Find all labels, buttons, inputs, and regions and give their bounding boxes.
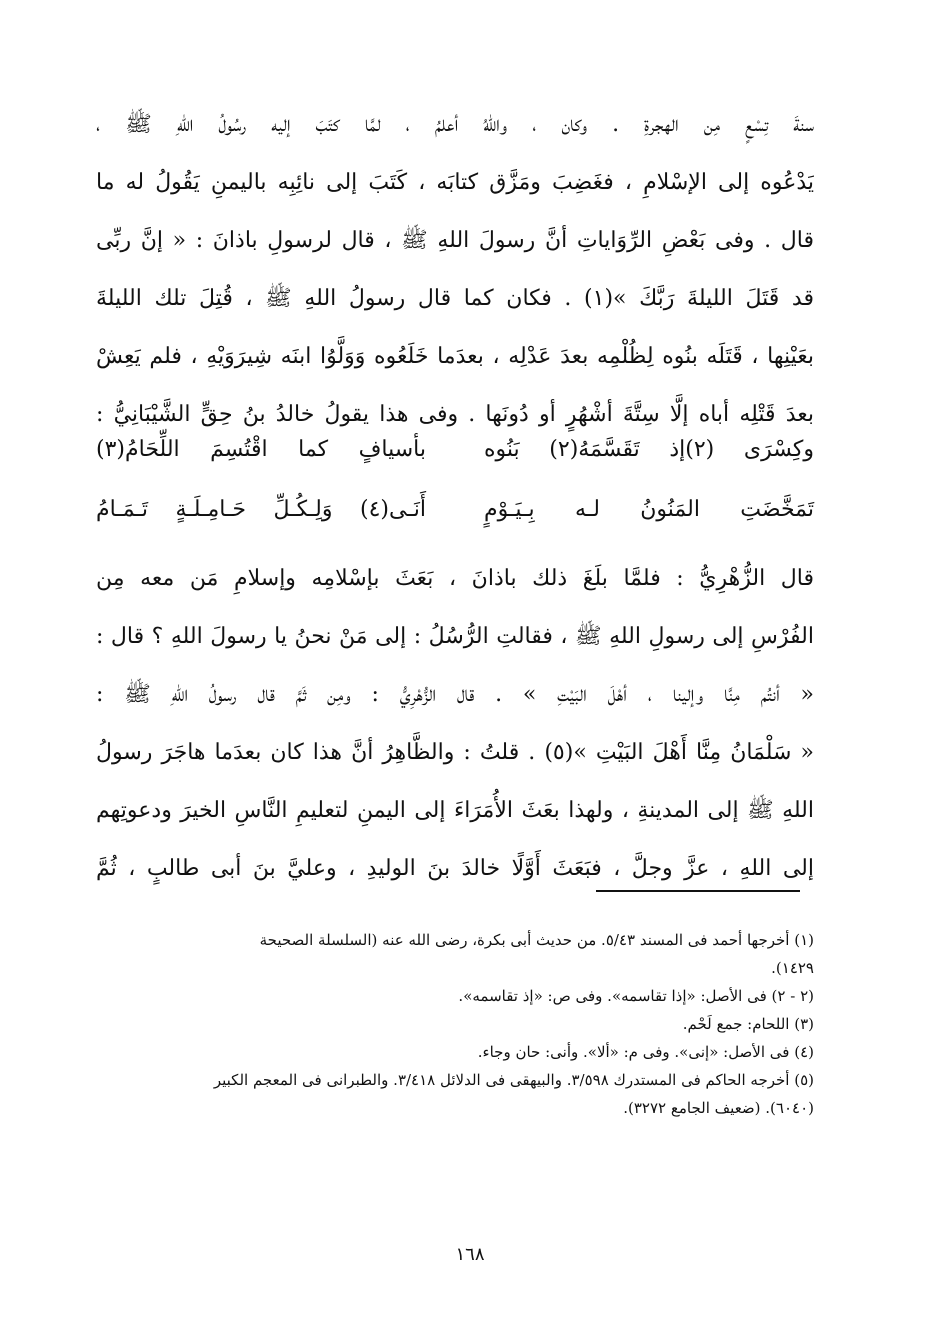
text-line: « سَلْمَانُ مِنَّا أَهْلَ البَيْتِ »(٥) . قلتُ : والظَّاهِرُ أنَّ هذا كان بعدَما هاجَرَ رسولُ [96, 740, 814, 765]
text-line: « أنتُم مِنَّا وإلينا ، أهْلَ البَيْتِ » . قال الزُّهْرِيُّ : ومِن ثَمَّ قال رسولُ اللهِ ﷺ : [96, 682, 814, 707]
text-line: قال الزُّهْرِيُّ : فلمَّا بلَغَ ذلك باذانَ ، بَعَثَ بإسْلامِه وإسلامِ مَن معه مِن [96, 566, 814, 591]
text-line: اللهِ ﷺ إلى المدينةِ ، ولهذا بعَثَ الأُمَرَاءَ إلى اليمنِ لتعليمِ النَّاسِ الخيرَ ودعوتِهم [96, 798, 814, 823]
footnote: (١) أخرجها أحمد فى المسند ٥/٤٣. من حديث أبى بكرة، رضى الله عنه (السلسلة الصحيحة [259, 931, 814, 949]
footnote: (٥) أخرجه الحاكم فى المستدرك ٣/٥٩٨. والبيهقى فى الدلائل ٣/٤١٨. والطبرانى فى المعجم الكبير [213, 1071, 814, 1089]
footnote-separator [596, 890, 800, 892]
text-line: بعدَ قَتْلِه أباه إلَّا سِتَّةَ أشْهُرٍ أو دُونَها . وفى هذا يقولُ خالدُ بنُ حِقٍّ الشَّيْبَانِيُّ : [96, 402, 814, 427]
main-text-bottom [96, 550, 814, 898]
page-number: ١٦٨ [455, 1244, 485, 1265]
verse-hemistich-second: أَنَـى(٤) وَلِـكُـلِّ حَـامِـلَـةٍ تَـمَـامُ [96, 497, 426, 522]
footnote: (٣) اللحام: جمع لَحْم. [682, 1015, 814, 1033]
footnote: (٤) فى الأصل: «إنى». وفى م: «ألا». وأنى: حان وجاء. [477, 1043, 814, 1061]
text-line: بعَيْنِها ، قَتَلَه بنُوه لِظُلْمِه بعدَ عَدْلِه ، بعدَما خَلَعُوه وَوَلَّوُا ابنَه شِيرَوَيْهِ ، فلم يَعِشْ [96, 344, 814, 369]
text-line: سنةَ تِسْعٍ مِن الهجرةِ . وكان ، واللهُ أعلمُ ، لمَّا كتَبَ إليه رسُولُ اللهِ ﷺ ، [96, 112, 814, 137]
text-line: قال . وفى بَعْضِ الرِّوَاياتِ أنَّ رسولَ اللهِ ﷺ ، قال لرسولِ باذانَ : « إنَّ ربِّى [96, 228, 814, 253]
text-line: الفُرْسِ إلى رسولِ اللهِ ﷺ ، فقالتِ الرُّسُلُ : إلى مَنْ نحنُ يا رسولَ اللهِ ؟ قال : [96, 624, 814, 649]
footnotes [96, 926, 814, 1122]
main-text-top [96, 96, 814, 444]
footnote: ١٤٢٩). [771, 959, 814, 977]
footnote: (٢ - ٢) فى الأصل: «إذا تقاسمه». وفى ص: «إذ تقاسمه». [458, 987, 814, 1005]
verse-hemistich-first: تَمَخَّضَتِ المَنُونُ لـه بِـيَـوْمٍ [484, 497, 814, 522]
text-line: إلى اللهِ ، عزَّ وجلَّ ، فبَعَثَ أَوَّلًا خالدَ بنَ الوليدِ ، وعليَّ بنَ أبى طالبٍ ، ثُمَّ [96, 856, 814, 881]
verse-hemistich-first: وكِسْرَى (٢)إذ تَقَسَّمَهُ(٢) بَنُوه [484, 437, 814, 462]
text-line: قد قَتَلَ الليلةَ رَبَّكَ »(١) . فكان كما قال رسولُ اللهِ ﷺ ، قُتِلَ تلك الليلةَ [96, 286, 814, 311]
poetry-verse [96, 420, 814, 540]
text-line: يَدْعُوه إلى الإسْلامِ ، فغَضِبَ ومَزَّق كتابَه ، كَتَبَ إلى نائِبِه باليمنِ يَقُولُ له ما [96, 170, 814, 195]
verse-line [96, 480, 814, 540]
verse-hemistich-second: بأسيافٍ كما اقْتُسِمَ اللِّحَامُ(٣) [96, 437, 426, 462]
verse-line [96, 420, 814, 480]
footnote: (٦٠٤٠). (ضعيف الجامع ٣٢٧٢). [623, 1099, 814, 1117]
